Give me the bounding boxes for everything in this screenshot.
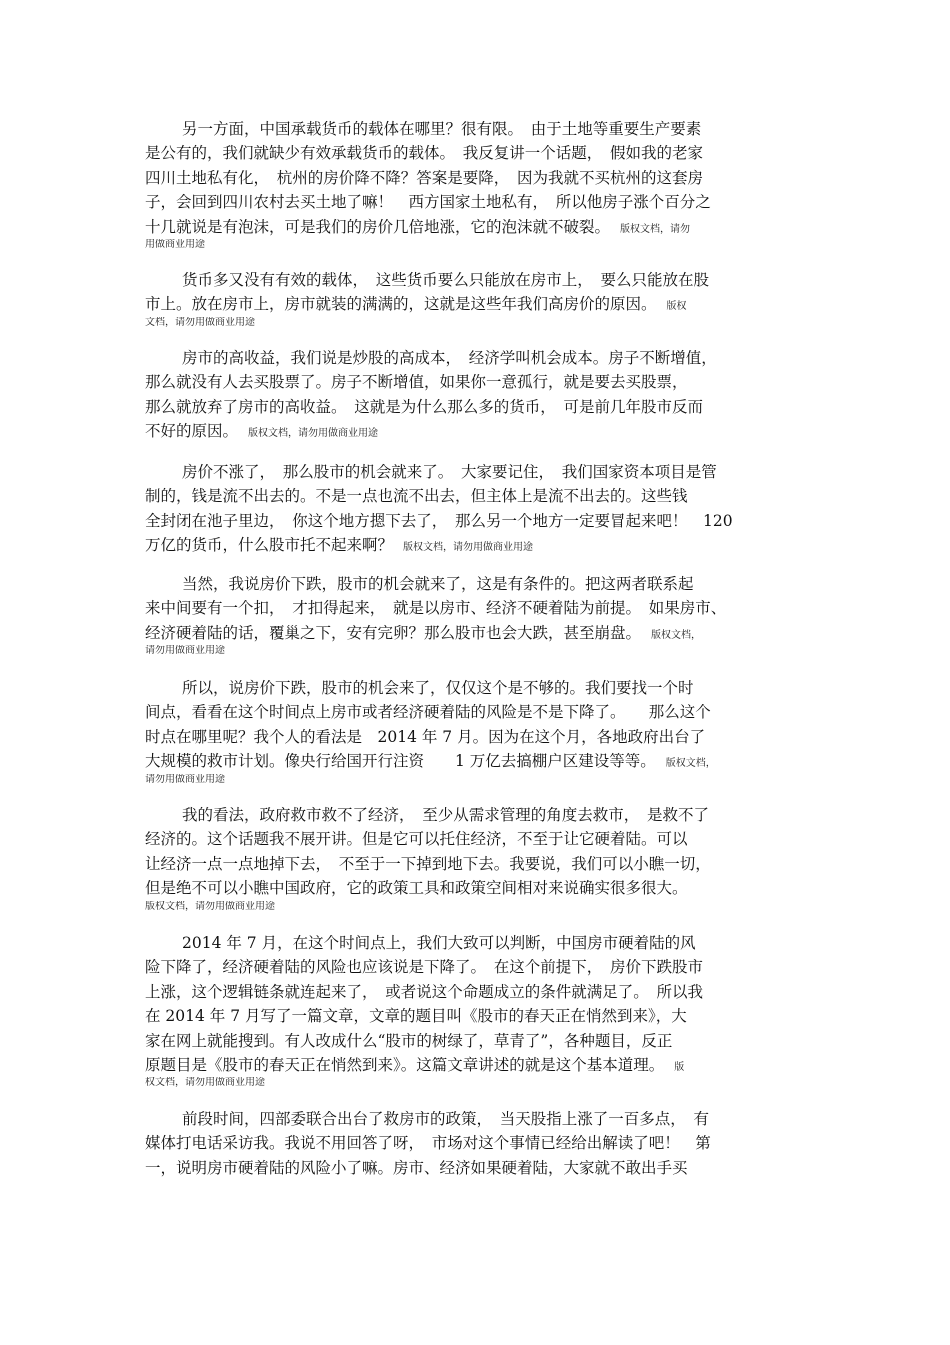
paragraph-3 (145, 346, 810, 444)
paragraph-7 (145, 803, 810, 913)
text-line-content: 万亿的货币，什么股市托不起来啊？ (145, 536, 394, 555)
text-line: 我的看法，政府救市救不了经济， 至少从需求管理的角度去救市， 是救不了 (182, 806, 710, 824)
text-line: 那么就放弃了房市的高收益。 这就是为什么那么多的货币， 可是前几年股市反而 (145, 397, 704, 416)
text-line: 货币多又没有有效的载体， 这些货币要么只能放在房市上， 要么只能放在股 (182, 271, 710, 289)
copyright-note: 版权文档，请勿用做商业用途 (403, 542, 534, 554)
text-line: 所以，说房价下跌，股市的机会来了，仅仅这个是不够的。我们要找一个时 (182, 679, 694, 697)
paragraph-1 (145, 117, 810, 251)
copyright-note-line: 权文档，请勿用做商业用途 (145, 1077, 265, 1089)
text-line-content: 市上。放在房市上，房市就装的满满的，这就是这些年我们高房价的原因。 (145, 295, 657, 314)
text-line: 四川土地私有化， 杭州的房价降不降？答案是要降， 因为我就不买杭州的这套房 (145, 168, 704, 187)
text-line (145, 215, 810, 239)
text-line (145, 419, 810, 443)
text-line: 险下降了，经济硬着陆的风险也应该说是下降了。 在这个前提下， 房价下跌股市 (145, 958, 704, 977)
text-line: 在 2014 年 7 月写了一篇文章，文章的题目叫《股市的春天正在悄然到来》，大 (145, 1007, 687, 1026)
paragraph-4 (145, 460, 810, 558)
text-line: 但是绝不可以小瞧中国政府，它的政策工具和政策空间相对来说确实很多很大。 (145, 879, 688, 898)
text-line: 媒体打电话采访我。我说不用回答了呀， 市场对这个事情已经给出解读了吧！ 第 (145, 1134, 711, 1153)
copyright-note: 版权文档， (665, 758, 716, 770)
text-line (145, 292, 810, 316)
text-line: 间点，看看在这个时间点上房市或者经济硬着陆的风险是不是下降了。 那么这个 (145, 703, 711, 722)
copyright-note: 版 (674, 1061, 685, 1073)
paragraph-9 (145, 1107, 810, 1180)
text-line: 那么就没有人去买股票了。房子不断增值，如果你一意孤行，就是要去买股票， (145, 373, 688, 392)
copyright-note: 版权文档， (651, 629, 702, 641)
text-line: 另一方面，中国承载货币的载体在哪里？很有限。 由于土地等重要生产要素 (182, 120, 702, 138)
paragraph-8 (145, 931, 810, 1089)
text-line-content: 不好的原因。 (145, 422, 239, 441)
text-line: 来中间要有一个扣， 才扣得起来， 就是以房市、经济不硬着陆为前提。 如果房市、 (145, 599, 727, 618)
paragraph-2 (145, 268, 810, 329)
text-line: 房价不涨了， 那么股市的机会就来了。 大家要记住， 我们国家资本项目是管 (182, 463, 717, 481)
copyright-note-line: 用做商业用途 (145, 238, 205, 250)
copyright-note: 版权 (666, 301, 687, 313)
text-line: 全封闭在池子里边， 你这个地方摁下去了， 那么另一个地方一定要冒起来吧！ 120 (145, 511, 733, 530)
text-line: 让经济一点一点地掉下去， 不至于一下掉到地下去。我要说，我们可以小瞧一切， (145, 854, 711, 873)
text-line: 2014 年 7 月，在这个时间点上，我们大致可以判断，中国房市硬着陆的风 (182, 934, 696, 952)
text-line: 当然，我说房价下跌，股市的机会就来了，这是有条件的。把这两者联系起 (182, 575, 694, 593)
text-line (145, 1053, 810, 1077)
text-line: 家在网上就能搜到。有人改成什么“股市的树绿了，草青了”，各种题目，反正 (145, 1031, 673, 1050)
text-line: 制的，钱是流不出去的。不是一点也流不出去，但主体上是流不出去的。这些钱 (145, 487, 688, 506)
text-line: 上涨，这个逻辑链条就连起来了， 或者说这个命题成立的条件就满足了。 所以我 (145, 982, 704, 1001)
text-line-content: 十几就说是有泡沫，可是我们的房价几倍地涨，它的泡沫就不破裂。 (145, 217, 611, 236)
text-line: 经济的。这个话题我不展开讲。但是它可以托住经济，不至于让它硬着陆。可以 (145, 830, 688, 849)
copyright-note-line: 版权文档，请勿用做商业用途 (145, 900, 275, 912)
paragraph-6 (145, 676, 810, 786)
text-line (145, 621, 810, 645)
copyright-note-line: 请勿用做商业用途 (145, 773, 225, 785)
text-line: 前段时间，四部委联合出台了救房市的政策， 当天股指上涨了一百多点， 有 (182, 1110, 710, 1128)
text-line-content: 原题目是《股市的春天正在悄然到来》。这篇文章讲述的就是这个基本道理。 (145, 1055, 665, 1074)
text-line-content: 大规模的救市计划。像央行给国开行注资 1 万亿去搞棚户区建设等等。 (145, 752, 656, 771)
copyright-note: 版权文档，请勿用做商业用途 (248, 428, 379, 440)
text-line: 时点在哪里呢？我个人的看法是 2014 年 7 月。因为在这个月，各地政府出台了 (145, 727, 706, 746)
text-line: 房市的高收益，我们说是炒股的高成本， 经济学叫机会成本。房子不断增值， (182, 349, 717, 367)
text-line: 一，说明房市硬着陆的风险小了嘛。房市、经济如果硬着陆，大家就不敢出手买 (145, 1158, 688, 1177)
copyright-note-line: 文档，请勿用做商业用途 (145, 316, 255, 328)
text-line (145, 749, 810, 773)
text-line-content: 经济硬着陆的话，覆巢之下，安有完卵？那么股市也会大跌，甚至崩盘。 (145, 623, 642, 642)
paragraph-5 (145, 572, 810, 657)
copyright-note-line: 请勿用做商业用途 (145, 645, 225, 657)
text-line: 是公有的，我们就缺少有效承载货币的载体。 我反复讲一个话题， 假如我的老家 (145, 144, 704, 163)
copyright-note: 版权文档，请勿 (620, 223, 691, 235)
text-line: 子，会回到四川农村去买土地了嘛！ 西方国家土地私有， 所以他房子涨个百分之 (145, 193, 711, 212)
text-line (145, 533, 810, 557)
